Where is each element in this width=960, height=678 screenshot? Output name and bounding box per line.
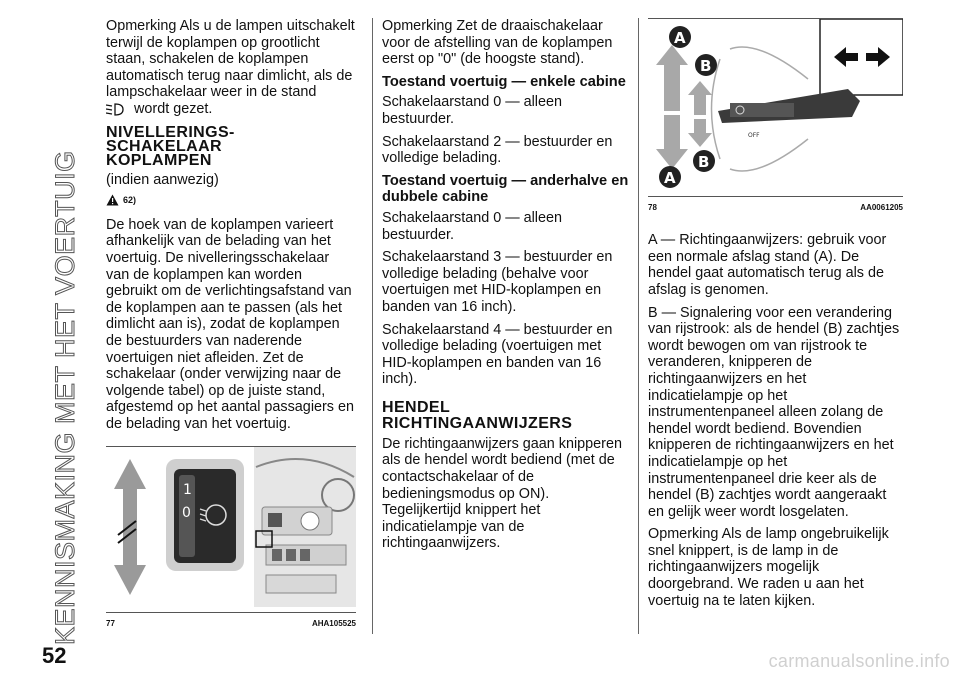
body-paragraph: A — Richtingaanwijzers: gebruik voor een normale afslag stand (A). De hendel gaat automatisch terug als de afslag is genomen. — [648, 232, 887, 298]
body-paragraph: De hoek van de koplampen varieert afhankelijk van de belading van het voertuig. De nivelleringsschakelaar van de koplampen kan worden gebruikt om de verlichtingsafstand van de koplampen aan te passen (als het dimlicht aan is), zodat de koplampen de bestuurders van naderende voertuigen niet afleiden. Zet de schakelaar (onder verwijzing naar de volgende tabel) op de juiste stand, afgestemd op het aantal passagiers en de belading van het voertuig. — [106, 216, 355, 432]
column-2 — [382, 18, 630, 558]
subheading-single-cab: Toestand voertuig — enkele cabine — [382, 73, 626, 90]
note-text-end: wordt gezet. — [134, 100, 213, 117]
lever-off-label: OFF — [748, 132, 760, 139]
note-paragraph: Opmerking Zet de draaischakelaar voor de afstelling van de koplampen eerst op "0" (de hoogste stand). — [382, 18, 613, 68]
figure-code: AA0061205 — [860, 202, 903, 212]
switch-position-0: 0 — [182, 505, 191, 522]
label-b-top: B — [700, 57, 712, 75]
label-a-top: A — [674, 29, 686, 47]
figure-code: AHA105525 — [311, 619, 356, 629]
warning-icon — [106, 194, 119, 206]
label-b-bottom: B — [698, 153, 710, 171]
heading-subtitle: (indien aanwezig) — [106, 171, 219, 188]
note-paragraph: Opmerking Als de lamp ongebruikelijk snel knippert, is de lamp in de richtingaanwijzers mogelijk doorgebrand. We raden u aan het voertuig na te laten kijken. — [648, 526, 889, 609]
body-paragraph: B — Signalering voor een verandering van rijstrook: als de hendel (B) zachtjes wordt bewogen om van rijstrook te veranderen, knipperen de richtingaanwijzers en het indicatielampje op het instrumentenpaneel alleen zolang de hendel wordt bediend. Bovendien knipperen de richtingaanwijzers en het indicatielampje op het instrumentenpaneel drie keer als de hendel (B) zachtjes wordt aangeraakt en gelijk weer wordt losgelaten. — [648, 304, 900, 520]
figure-number: 77 — [106, 619, 115, 629]
figure-caption — [648, 196, 903, 217]
label-a-bottom: A — [664, 169, 676, 187]
column-3 — [648, 18, 903, 615]
column-divider — [638, 18, 639, 634]
switch-position-1: 1 — [183, 482, 192, 499]
body-paragraph: Schakelaarstand 0 — alleen bestuurder. — [382, 94, 562, 127]
figure-78 — [648, 18, 903, 216]
leveling-switch-illustration — [106, 447, 356, 607]
column-1 — [106, 18, 356, 633]
body-paragraph: Schakelaarstand 4 — bestuurder en volledige belading (voertuigen met HID-koplampen en banden van 16 inch). — [382, 321, 613, 388]
page-number: 52 — [42, 643, 67, 668]
dipped-beam-icon — [106, 103, 124, 116]
subheading-double-cab: Toestand voertuig — anderhalve en dubbele cabine — [382, 172, 629, 206]
watermark: carmanualsonline.info — [768, 651, 950, 671]
note-paragraph — [106, 18, 356, 118]
warning-reference: 62) — [106, 192, 356, 209]
section-heading-leveling: NIVELLERINGS- SCHAKELAAR KOPLAMPEN — [106, 123, 235, 169]
note-text: Opmerking Als u de lampen uitschakelt terwijl de koplampen op grootlicht staan, schakelen de koplampen automatisch terug naar dimlicht, als de lampschakelaar weer in de stand — [106, 18, 355, 101]
figure-number: 78 — [648, 202, 657, 212]
body-paragraph: Schakelaarstand 0 — alleen bestuurder. — [382, 209, 562, 243]
body-paragraph: Schakelaarstand 3 — bestuurder en volledige belading (behalve voor voertuigen met HID-koplampen en banden van 16 inch). — [382, 249, 613, 315]
body-paragraph: De richtingaanwijzers gaan knipperen als de hendel wordt bediend (met de contactschakelaar of de bedieningsmodus op ON). Tegelijkertijd knippert het indicatielampje van de richtingaanwijzers. — [382, 435, 622, 552]
figure-77 — [106, 446, 356, 632]
column-divider — [372, 18, 373, 634]
section-side-title: KENNISMAKING MET HET VOERTUIG — [50, 150, 80, 645]
body-paragraph: Schakelaarstand 2 — bestuurder en volledige belading. — [382, 133, 613, 167]
turn-signal-lever-illustration — [648, 19, 903, 191]
figure-caption — [106, 612, 356, 633]
section-heading-indicators: HENDEL RICHTINGAANWIJZERS — [382, 398, 573, 432]
